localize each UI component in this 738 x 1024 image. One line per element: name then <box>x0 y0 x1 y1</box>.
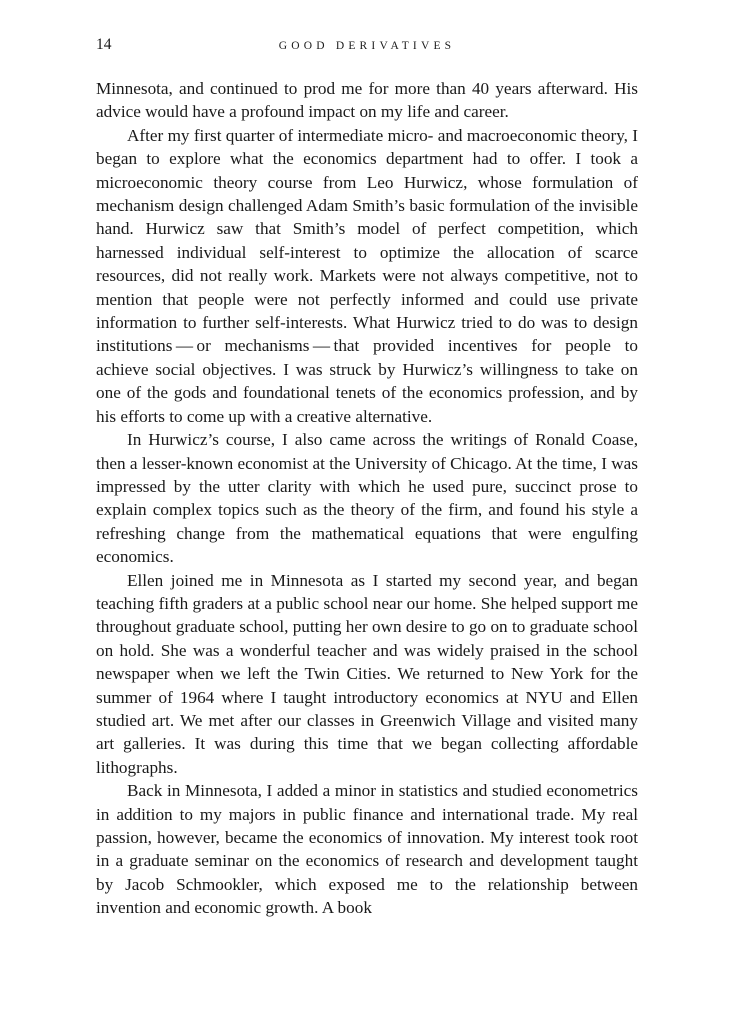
body-text <box>96 77 638 920</box>
running-title: GOOD DERIVATIVES <box>278 40 456 52</box>
paragraph-hurwicz: After my first quarter of intermediate micro- and macroeconomic theory, I began to explore what the economics department had to offer. I took a microeconomic theory course from Leo Hurwicz, whose formulation of mechanism design challenged Adam Smith’s basic formulation of the invisible hand. Hurwicz saw that Smith’s model of perfect competition, which harnessed individual self-interest to optimize the allocation of scarce resources, did not really work. Markets were not always competitive, not to mention that people were not perfectly informed and could use private information to further self-interests. What Hurwicz tried to do was to design institutions — or mechanisms — that provided incentives for people to achieve social objectives. I was struck by Hurwicz’s willingness to take on one of the gods and foundational tenets of the economics profession, and by his efforts to come up with a creative alternative. <box>96 125 638 426</box>
paragraph-ellen: Ellen joined me in Minnesota as I started my second year, and began teaching fifth graders at a public school near our home. She helped support me throughout graduate school, putting her own desire to go on to graduate school on hold. She was a wonderful teacher and was widely praised in the school newspaper when we left the Twin Cities. We returned to New York for the summer of 1964 where I taught introductory economics at NYU and Ellen studied art. We met after our classes in Greenwich Village and visited many art galleries. It was during this time that we began collecting affordable lithographs. <box>96 570 638 777</box>
paragraph-coase: In Hurwicz’s course, I also came across the writings of Ronald Coase, then a lesser-known economist at the University of Chicago. At the time, I was impressed by the utter clarity with which he used pure, succinct prose to explain complex topics such as the theory of the firm, and found his style a refreshing change from the mathematical equations that were engulfing economics. <box>96 430 638 567</box>
paragraph-minnesota: Back in Minnesota, I added a minor in statistics and studied econometrics in addition to my majors in public finance and international trade. My real passion, however, became the economics of innovation. My interest took root in a graduate seminar on the economics of research and development taught by Jacob Schmookler, which exposed me to the relationship between invention and economic growth. A book <box>96 781 638 918</box>
running-head <box>96 34 638 56</box>
page-number: 14 <box>96 36 112 53</box>
paragraph-continuation: Minnesota, and continued to prod me for more than 40 years afterward. His advice would have a profound impact on my life and career. <box>96 79 638 122</box>
book-page <box>96 34 638 920</box>
